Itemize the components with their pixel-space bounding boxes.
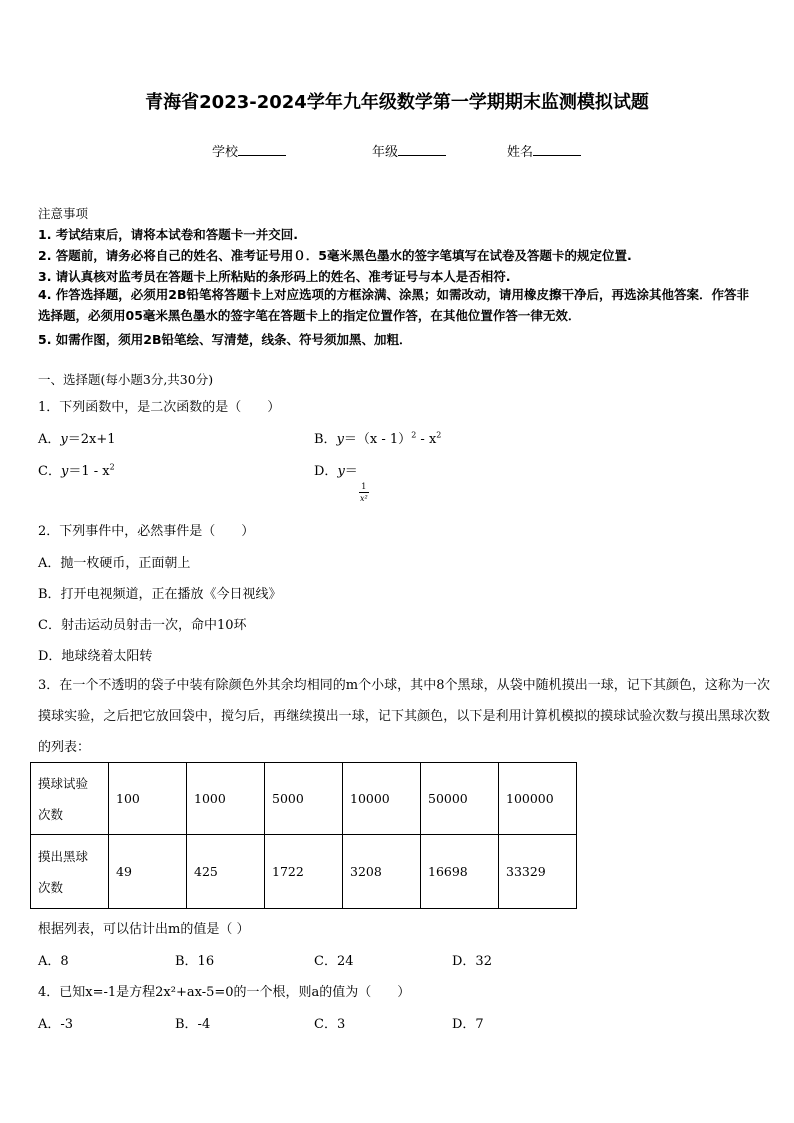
header-line: 摸球试验: [38, 775, 89, 791]
table-row-header: [31, 835, 109, 909]
q1-c-y: y: [60, 464, 69, 479]
q3-stem: 3．在一个不透明的袋子中装有除颜色外其余均相同的m个小球，其中8个黑球，从袋中随机摸出一球，记下其颜色，这称为一次摸球实验，之后把它放回袋中，搅匀后，再继续摸出一球，记下其颜色，以下是利用计算机模拟的摸球试验次数与摸出黑球次数的列表：: [38, 678, 770, 755]
q1-a-label: A．: [38, 432, 61, 447]
q1-option-b: [314, 428, 441, 447]
section-heading: 一、选择题(每小题3分,共30分): [38, 372, 214, 387]
q1-stem: 1．下列函数中，是二次函数的是（ ）: [38, 400, 281, 415]
q1-b-y: y: [336, 432, 344, 447]
notes-title: 注意事项: [38, 206, 89, 221]
q1-option-d: [314, 460, 369, 503]
q1-d-numerator: 1: [361, 482, 367, 491]
q1-d-y: y: [337, 464, 345, 479]
table-cell: 10000: [343, 763, 421, 835]
q1-b-exponent-2: 2: [436, 430, 442, 440]
school-label: 学校: [212, 145, 239, 160]
q3-option-d: D．32: [452, 954, 492, 969]
grade-blank: [398, 143, 446, 156]
school-blank: [238, 143, 286, 156]
grade-label: 年级: [372, 145, 399, 160]
table-cell: 1000: [187, 763, 265, 835]
name-label: 姓名: [507, 145, 534, 160]
q2-option-b: B．打开电视频道，正在播放《今日视线》: [38, 587, 282, 602]
q1-b-tail: - x: [416, 432, 437, 447]
q1-option-c: [38, 460, 115, 479]
note-item-5: 5. 如需作图，须用2B铅笔绘、写清楚，线条、符号须加黑、加粗．: [38, 332, 412, 347]
table-row: [31, 763, 577, 835]
q4-option-b: B．-4: [175, 1017, 211, 1032]
q1-option-a: [38, 428, 116, 447]
q1-c-expr: ＝1 - x: [68, 464, 110, 479]
table-cell: 100000: [499, 763, 577, 835]
q1-b-expr: ＝（x - 1）: [343, 432, 412, 447]
table-cell: 425: [187, 835, 265, 909]
q3-option-a: A．8: [38, 954, 69, 969]
q2-option-a: A．抛一枚硬币，正面朝上: [38, 556, 191, 571]
table-cell: 100: [109, 763, 187, 835]
q3-question: 根据列表，可以估计出m的值是（ ）: [38, 922, 250, 937]
q3-option-b: B．16: [175, 954, 215, 969]
q1-d-fraction: [359, 482, 369, 503]
table-cell: 3208: [343, 835, 421, 909]
name-blank: [533, 143, 581, 156]
table-cell: 49: [109, 835, 187, 909]
q3-option-c: C．24: [314, 954, 354, 969]
q1-d-denominator: x²: [359, 494, 368, 503]
page-title: 青海省2023-2024学年九年级数学第一学期期末监测模拟试题: [145, 92, 649, 113]
q2-option-d: D．地球绕着太阳转: [38, 649, 153, 664]
q1-c-label: C．: [38, 464, 61, 479]
note-item-4: 4. 作答选择题，必须用2B铅笔将答题卡上对应选项的方框涂满、涂黑；如需改动，请用橡皮擦干净后，再选涂其他答案．作答非选择题，必须用05毫米黑色墨水的签字笔在答题卡上的指定位置作答，在其他位置作答一律无效．: [38, 287, 750, 323]
note-item-3: 3. 请认真核对监考员在答题卡上所粘贴的条形码上的姓名、准考证号与本人是否相符.: [38, 269, 511, 284]
q1-b-label: B．: [314, 432, 337, 447]
table-row-header: [31, 763, 109, 835]
name-field: [507, 141, 581, 160]
note-item-2: 2. 答题前，请务必将自己的姓名、准考证号用０．5毫米黑色墨水的签字笔填写在试卷及答题卡的规定位置.: [38, 248, 632, 263]
q1-d-label: D．: [314, 464, 338, 479]
q1-b-exponent: 2: [411, 430, 417, 440]
note-item-1: 1. 考试结束后，请将本试卷和答题卡一并交回.: [38, 227, 299, 242]
grade-field: [372, 141, 446, 160]
table-cell: 5000: [265, 763, 343, 835]
q1-a-y: y: [60, 432, 68, 447]
header-line: 次数: [38, 879, 64, 895]
header-line: 次数: [38, 806, 64, 822]
q1-a-expr: ＝2x+1: [67, 432, 116, 447]
table-row: [31, 835, 577, 909]
table-cell: 33329: [499, 835, 577, 909]
table-cell: 16698: [421, 835, 499, 909]
fraction-bar: [359, 492, 369, 493]
school-field: [212, 141, 286, 160]
q3-data-table: [30, 762, 577, 909]
q1-c-exponent: 2: [109, 462, 115, 472]
q4-option-a: A．-3: [38, 1017, 74, 1032]
q2-stem: 2．下列事件中，必然事件是（ ）: [38, 524, 255, 539]
q4-option-c: C．3: [314, 1017, 346, 1032]
table-cell: 50000: [421, 763, 499, 835]
q1-d-equals: ＝: [344, 464, 358, 479]
q2-option-c: C．射击运动员射击一次，命中10环: [38, 618, 247, 633]
header-line: 摸出黑球: [38, 848, 89, 864]
q4-option-d: D．7: [452, 1017, 484, 1032]
table-cell: 1722: [265, 835, 343, 909]
q4-stem: 4．已知x=-1是方程2x²+ax-5=0的一个根，则a的值为（ ）: [38, 985, 411, 1000]
